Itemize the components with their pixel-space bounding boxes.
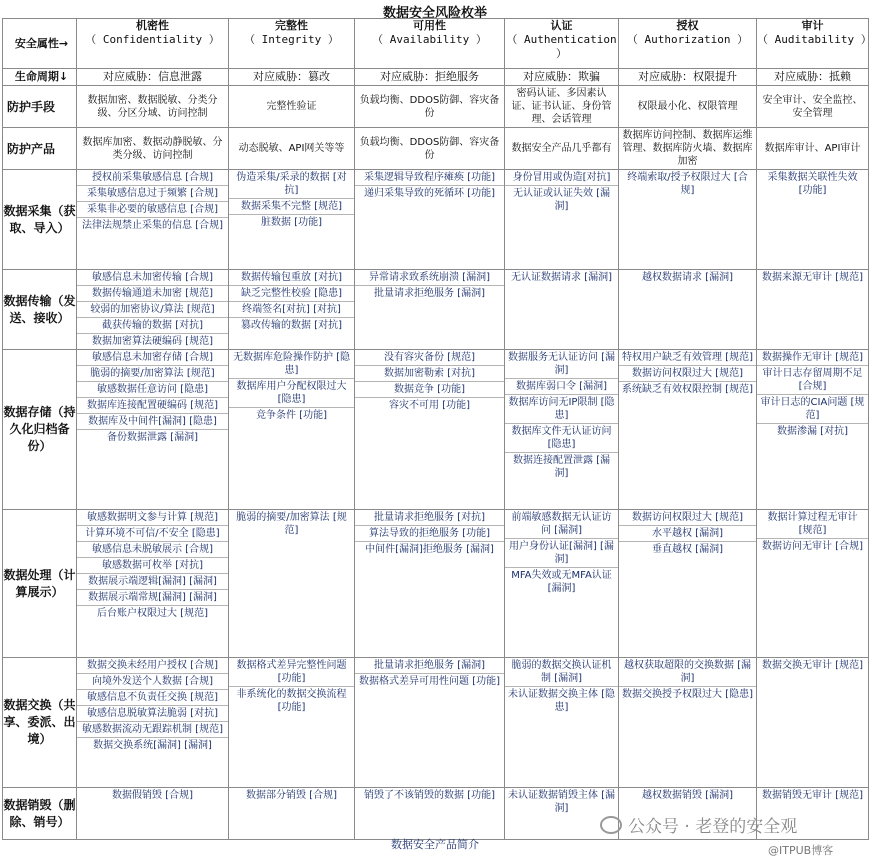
column-header-en: （ Availability ） (372, 33, 487, 46)
risk-item: 数据访问无审计 [合规] (762, 541, 863, 552)
stage-row (3, 270, 869, 350)
risk-item: 敏感信息未加密传输 [合规] (77, 270, 228, 286)
threat-cell: 对应威胁：抵赖 (757, 69, 869, 86)
risk-item: 数据操作无审计 [规范] (757, 350, 868, 366)
risk-cell (229, 170, 355, 270)
risk-item: 伪造采集/采录的数据 [对抗] (229, 170, 354, 199)
risk-item: 数据加密勒索 [对抗] (355, 366, 504, 382)
risk-item: 销毁了不该销毁的数据 [功能] (364, 790, 495, 801)
risk-cell (757, 658, 869, 788)
risk-item: 较弱的加密协议/算法 [规范] (77, 302, 228, 318)
risk-item: 审计日志的CIA问题 [规范] (757, 395, 868, 424)
risk-item: 数据加密算法硬编码 [规范] (92, 336, 213, 347)
risk-item: 批量请求拒绝服务 [漏洞] (374, 288, 485, 299)
risk-item: 采集数据关联性失效 [功能] (767, 172, 858, 196)
risk-item: 数据交换无审计 [规范] (762, 660, 863, 671)
risk-cell (505, 270, 619, 350)
risk-item: 越权获取超限的交换数据 [漏洞] (619, 658, 756, 687)
stage-row (3, 170, 869, 270)
threat-cell: 对应威胁：权限提升 (619, 69, 757, 86)
risk-item: 脏数据 [功能] (261, 217, 322, 228)
risk-item: 向境外发送个人数据 [合规] (77, 674, 228, 690)
risk-item: 算法导致的拒绝服务 [功能] (355, 526, 504, 542)
risk-cell (355, 350, 505, 510)
risk-cell (77, 788, 229, 840)
risk-item: 终端索取/授予权限过大 [合规] (627, 172, 748, 196)
stage-label: 数据处理（计算展示） (3, 510, 77, 658)
risk-item: 备份数据泄露 [漏洞] (107, 432, 198, 443)
stage-label: 数据存储（持久化归档备份） (3, 350, 77, 510)
risk-cell (229, 510, 355, 658)
risk-item: 数据库访问无IP限制 [隐患] (505, 395, 618, 424)
risk-item: 没有容灾备份 [规范] (355, 350, 504, 366)
protect-means-cell: 数据加密、数据脱敏、分类分级、分区分域、访问控制 (77, 86, 229, 128)
page-title: 数据安全风险枚举 (382, 6, 487, 21)
protect-products-cell: 动态脱敏、API网关等等 (229, 128, 355, 170)
risk-item: 敏感信息未脱敏展示 [合规] (77, 542, 228, 558)
risk-item: 数据格式差异可用性问题 [功能] (359, 676, 500, 687)
risk-item: 采集非必要的敏感信息 [合规] (77, 202, 228, 218)
column-header-cn: 完整性 (275, 19, 308, 32)
column-header-en: （ Integrity ） (244, 33, 339, 46)
protect-products-label: 防护产品 (3, 128, 77, 170)
risk-item: 数据来源无审计 [规范] (762, 272, 863, 283)
risk-item: 终端签名[对抗] [对抗] (229, 302, 354, 318)
column-header-cn: 授权 (676, 19, 699, 32)
risk-item: 截获传输的数据 [对抗] (77, 318, 228, 334)
risk-item: 计算环境不可信/不安全 [隐患] (77, 526, 228, 542)
footer-caption: 数据安全产品简介 (391, 838, 479, 851)
risk-cell (229, 350, 355, 510)
risk-cell (77, 510, 229, 658)
risk-item: 审计日志存留周期不足 [合规] (757, 366, 868, 395)
risk-cell (505, 170, 619, 270)
risk-cell (619, 270, 757, 350)
threat-cell: 对应威胁：欺骗 (505, 69, 619, 86)
risk-cell (619, 658, 757, 788)
risk-item: 用户身份认证[漏洞] [漏洞] (505, 539, 618, 568)
watermark-text: 公众号 · 老登的安全观 (628, 817, 798, 837)
risk-table (2, 18, 872, 840)
risk-item: 缺乏完整性校验 [隐患] (229, 286, 354, 302)
risk-item: 敏感数据明文参与计算 [规范] (77, 510, 228, 526)
protect-products-cell: 负载均衡、DDOS防御、容灾备份 (355, 128, 505, 170)
risk-item: 前端敏感数据无认证访问 [漏洞] (505, 510, 618, 539)
risk-item: 篡改传输的数据 [对抗] (241, 320, 342, 331)
risk-item: 数据库连接配置硬编码 [规范] (77, 398, 228, 414)
risk-item: 越权数据请求 [漏洞] (642, 272, 733, 283)
risk-item: 数据服务无认证访问 [漏洞] (505, 350, 618, 379)
risk-item: 脆弱的数据交换认证机制 [漏洞] (505, 658, 618, 687)
risk-item: 数据渗漏 [对抗] (777, 426, 848, 437)
risk-cell (77, 170, 229, 270)
risk-item: 授权前采集敏感信息 [合规] (77, 170, 228, 186)
risk-item: 特权用户缺乏有效管理 [规范] (619, 350, 756, 366)
risk-item: 数据交换未经用户授权 [合规] (77, 658, 228, 674)
column-header-4 (619, 19, 757, 69)
stage-row (3, 510, 869, 658)
risk-cell (505, 658, 619, 788)
risk-item: 垂直越权 [漏洞] (652, 544, 723, 555)
risk-cell (619, 350, 757, 510)
stage-label: 数据交换（共享、委派、出境） (3, 658, 77, 788)
protect-means-cell: 权限最小化、权限管理 (619, 86, 757, 128)
risk-item: 后台账户权限过大 [规范] (97, 608, 208, 619)
risk-item: 异常请求致系统崩溃 [漏洞] (355, 270, 504, 286)
risk-item: 水平越权 [漏洞] (619, 526, 756, 542)
risk-cell (229, 270, 355, 350)
risk-item: 数据计算过程无审计 [规范] (757, 510, 868, 539)
column-header-en: （ Authorization ） (626, 33, 749, 46)
risk-cell (757, 170, 869, 270)
threat-cell: 对应威胁：拒绝服务 (355, 69, 505, 86)
risk-cell (355, 788, 505, 840)
column-header-cn: 审计 (801, 19, 824, 32)
stage-row (3, 350, 869, 510)
risk-item: 数据库用户分配权限过大 [隐患] (229, 379, 354, 408)
risk-item: MFA失效或无MFA认证 [漏洞] (511, 570, 612, 594)
risk-item: 敏感数据可枚举 [对抗] (77, 558, 228, 574)
protect-products-cell: 数据安全产品几乎都有 (505, 128, 619, 170)
risk-item: 数据库文件无认证访问 [隐患] (505, 424, 618, 453)
protect-means-cell: 完整性验证 (229, 86, 355, 128)
risk-item: 数据传输通道未加密 [规范] (77, 286, 228, 302)
column-header-3 (505, 19, 619, 69)
risk-cell (355, 658, 505, 788)
risk-cell (355, 270, 505, 350)
risk-cell (229, 788, 355, 840)
risk-item: 脆弱的摘要/加密算法 [规范] (77, 366, 228, 382)
risk-cell (77, 350, 229, 510)
header-row-lifecycle (3, 69, 869, 86)
risk-item: 数据假销毁 [合规] (112, 790, 193, 801)
protect-products-cell: 数据库访问控制、数据库运维管理、数据库防火墙、数据库加密 (619, 128, 757, 170)
risk-item: 批量请求拒绝服务 [漏洞] (355, 658, 504, 674)
risk-item: 身份冒用或伪造[对抗] (505, 170, 618, 186)
wechat-icon (600, 816, 622, 834)
column-header-cn: 认证 (550, 19, 573, 32)
risk-item: 数据采集不完整 [规范] (229, 199, 354, 215)
threat-cell: 对应威胁：信息泄露 (77, 69, 229, 86)
risk-item: 敏感信息未加密存储 [合规] (77, 350, 228, 366)
risk-item: 无认证数据请求 [漏洞] (511, 272, 612, 283)
column-header-1 (229, 19, 355, 69)
risk-item: 数据交换系统[漏洞] [漏洞] (93, 740, 212, 751)
risk-item: 法律法规禁止采集的信息 [合规] (82, 220, 223, 231)
risk-item: 数据竞争 [功能] (355, 382, 504, 398)
column-header-en: （ Authentication ） (506, 33, 617, 60)
risk-cell (77, 270, 229, 350)
risk-cell (505, 350, 619, 510)
risk-item: 越权数据销毁 [漏洞] (642, 790, 733, 801)
protect-means-cell: 安全审计、安全监控、安全管理 (757, 86, 869, 128)
column-header-en: （ Auditability ） (757, 33, 872, 46)
threat-cell: 对应威胁：篡改 (229, 69, 355, 86)
risk-item: 采集敏感信息过于频繁 [合规] (77, 186, 228, 202)
protect-means-cell: 负载均衡、DDOS防御、容灾备份 (355, 86, 505, 128)
watermark (600, 812, 797, 837)
lifecycle-label: 生命周期↓ (3, 69, 77, 86)
risk-cell (757, 510, 869, 658)
risk-item: 数据连接配置泄露 [漏洞] (512, 455, 611, 479)
column-header-5 (757, 19, 872, 69)
risk-item: 无认证或认证失效 [漏洞] (512, 188, 611, 212)
risk-item: 数据交换授予权限过大 [隐患] (622, 689, 753, 700)
risk-item: 数据库弱口令 [漏洞] (505, 379, 618, 395)
risk-item: 未认证数据销毁主体 [漏洞] (507, 790, 616, 814)
risk-item: 敏感信息不负责任交换 [规范] (77, 690, 228, 706)
risk-item: 中间件[漏洞]拒绝服务 [漏洞] (365, 544, 494, 555)
risk-item: 竞争条件 [功能] (256, 410, 327, 421)
risk-item: 数据部分销毁 [合规] (246, 790, 337, 801)
risk-item: 敏感信息脱敏算法脆弱 [对抗] (77, 706, 228, 722)
risk-item: 敏感数据任意访问 [隐患] (77, 382, 228, 398)
risk-item: 非系统化的数据交换流程 [功能] (236, 689, 347, 713)
itpub-mark: @ITPUB博客 (768, 844, 834, 857)
risk-item: 数据格式差异完整性问题 [功能] (229, 658, 354, 687)
risk-item: 敏感数据流动无跟踪机制 [规范] (77, 722, 228, 738)
risk-cell (619, 510, 757, 658)
risk-cell (77, 658, 229, 788)
risk-cell (757, 350, 869, 510)
column-header-0 (77, 19, 229, 69)
row-protect-products (3, 128, 869, 170)
header-row-attributes (3, 19, 869, 69)
stage-row (3, 658, 869, 788)
risk-item: 数据库及中间件[漏洞] [隐患] (77, 414, 228, 430)
risk-cell (619, 170, 757, 270)
stage-label: 数据采集（获取、导入） (3, 170, 77, 270)
protect-products-cell: 数据库加密、数据动静脱敏、分类分级、访问控制 (77, 128, 229, 170)
protect-products-cell: 数据库审计、API审计 (757, 128, 869, 170)
risk-item: 容灾不可用 [功能] (389, 400, 470, 411)
risk-item: 数据销毁无审计 [规范] (762, 790, 863, 801)
risk-item: 数据传输包重放 [对抗] (229, 270, 354, 286)
risk-cell (355, 170, 505, 270)
stage-label: 数据传输（发送、接收） (3, 270, 77, 350)
column-header-cn: 机密性 (136, 19, 169, 32)
protect-means-cell: 密码认证、多因素认证、证书认证、身份管理、会话管理 (505, 86, 619, 128)
stage-label: 数据销毁（删除、销号） (3, 788, 77, 840)
column-header-cn: 可用性 (413, 19, 446, 32)
risk-item: 数据访问权限过大 [规范] (619, 510, 756, 526)
protect-means-label: 防护手段 (3, 86, 77, 128)
risk-item: 未认证数据交换主体 [隐患] (507, 689, 616, 713)
risk-item: 数据访问权限过大 [规范] (619, 366, 756, 382)
risk-item: 递归采集导致的死循环 [功能] (364, 188, 495, 199)
risk-cell (229, 658, 355, 788)
risk-item: 批量请求拒绝服务 [对抗] (355, 510, 504, 526)
risk-cell (355, 510, 505, 658)
risk-item: 采集逻辑导致程序瘫痪 [功能] (355, 170, 504, 186)
row-protect-means (3, 86, 869, 128)
risk-item: 无数据库危险操作防护 [隐患] (229, 350, 354, 379)
column-header-2 (355, 19, 505, 69)
risk-cell (757, 270, 869, 350)
risk-item: 系统缺乏有效权限控制 [规范] (622, 384, 753, 395)
column-header-en: （ Confidentiality ） (85, 33, 220, 46)
risk-item: 脆弱的摘要/加密算法 [规范] (236, 512, 347, 536)
risk-cell (505, 510, 619, 658)
risk-item: 数据展示端逻辑[漏洞] [漏洞] (77, 574, 228, 590)
risk-item: 数据展示端常规[漏洞] [漏洞] (77, 590, 228, 606)
attr-label: 安全属性→ (3, 19, 77, 69)
